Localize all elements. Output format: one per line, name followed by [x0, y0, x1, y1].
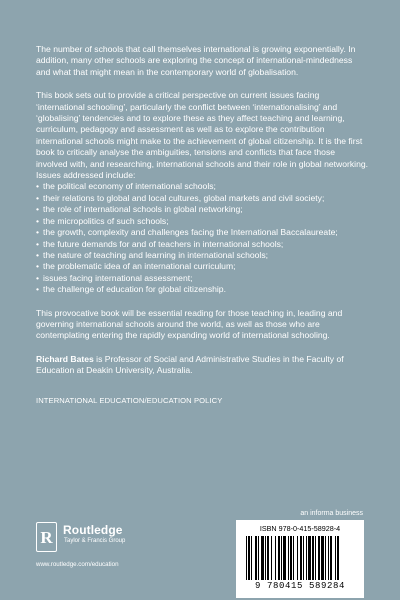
- list-item: • the problematic idea of an international curriculum;: [36, 261, 368, 272]
- back-cover-text: [36, 44, 368, 406]
- informa-tagline: an informa business: [300, 510, 363, 517]
- list-item: • the micropolitics of such schools;: [36, 216, 368, 227]
- publisher-block: [36, 522, 176, 572]
- list-item: • their relations to global and local cultures, global markets and civil society;: [36, 193, 368, 204]
- list-item: • the political economy of international schools;: [36, 181, 368, 192]
- list-item: • the growth, complexity and challenges facing the International Baccalaureate;: [36, 227, 368, 238]
- cover-footer: [0, 500, 400, 600]
- author-paragraph: [36, 354, 368, 377]
- list-item: • the role of international schools in global networking;: [36, 204, 368, 215]
- isbn-text: ISBN 978-0-415-58928-4: [259, 524, 341, 533]
- logo-letter: R: [40, 527, 53, 547]
- list-item: • the challenge of education for global citizenship.: [36, 284, 368, 295]
- publisher-name: Routledge: [63, 523, 123, 537]
- barcode-label: [236, 520, 364, 598]
- intro-paragraph: The number of schools that call themselves international is growing exponentially. In addition, many other schools are exploring the concept of international-mindedness and what that might mean in the contemporary world of globalisation.: [36, 44, 356, 77]
- list-item: • the future demands for and of teachers in international schools;: [36, 239, 368, 250]
- issues-list: [36, 181, 368, 295]
- audience-paragraph: This provocative book will be essential reading for those teaching in, leading and governing international schools around the world, as well as those who are contemplating entering the rapidly expanding world of international schooling.: [36, 307, 343, 341]
- description-paragraph: This book sets out to provide a critical perspective on current issues facing ‘international schooling’, particularly the conflict between ‘internationalising’ and ‘globalising’ tendencies and to explore these as they affect teaching and learning, curriculum, pedagogy and assessment as well as to explore the contribution international schools might make to the achievement of global citizenship. It is the first book to critically analyse the ambiguities, tensions and conflicts that face those involved with, and researching, international schools and their role in global networking. Issues addressed include:: [36, 90, 369, 181]
- publisher-url: www.routledge.com/education: [36, 561, 119, 568]
- publisher-group: Taylor & Francis Group: [64, 538, 126, 544]
- author-name: Richard Bates: [36, 353, 94, 364]
- list-item: • the nature of teaching and learning in international schools;: [36, 250, 368, 261]
- author-bio: is Professor of Social and Administrative Studies in the Faculty of Education at Deakin University, Australia.: [36, 353, 344, 376]
- barcode-icon: [244, 536, 356, 580]
- subject-category: INTERNATIONAL EDUCATION/EDUCATION POLICY: [36, 395, 223, 405]
- list-item: • issues facing international assessment;: [36, 273, 368, 284]
- barcode-digits: 9 780415 589284: [254, 581, 345, 591]
- routledge-logo-icon: [36, 522, 57, 552]
